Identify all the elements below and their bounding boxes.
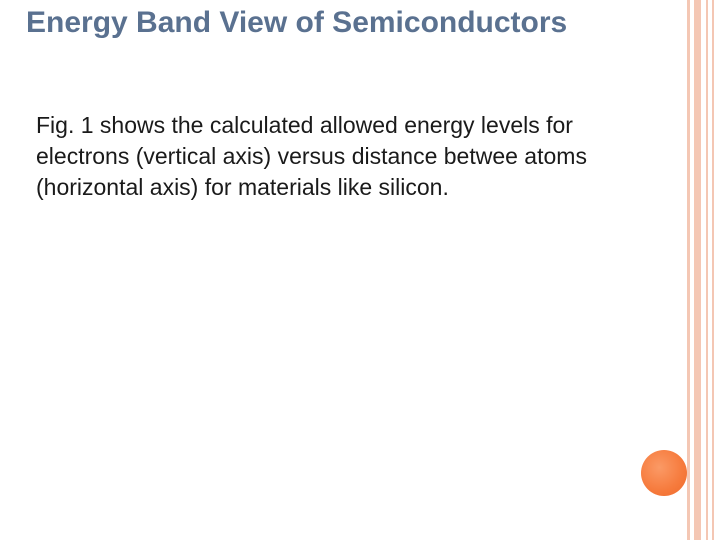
decorative-stripe: [706, 0, 708, 540]
decorative-stripe: [687, 0, 690, 540]
decorative-circle-icon: [641, 450, 687, 496]
body-line-3: (horizontal axis) for materials like silicon.: [36, 174, 449, 200]
body-line-1: Fig. 1 shows the calculated allowed energy levels for: [36, 112, 573, 138]
decorative-stripe: [712, 0, 714, 540]
slide-title: Energy Band View of Semiconductors: [26, 6, 568, 39]
slide-body-text: [36, 110, 676, 203]
decorative-stripe: [694, 0, 701, 540]
body-line-2: electrons (vertical axis) versus distance betwee atoms: [36, 143, 587, 169]
